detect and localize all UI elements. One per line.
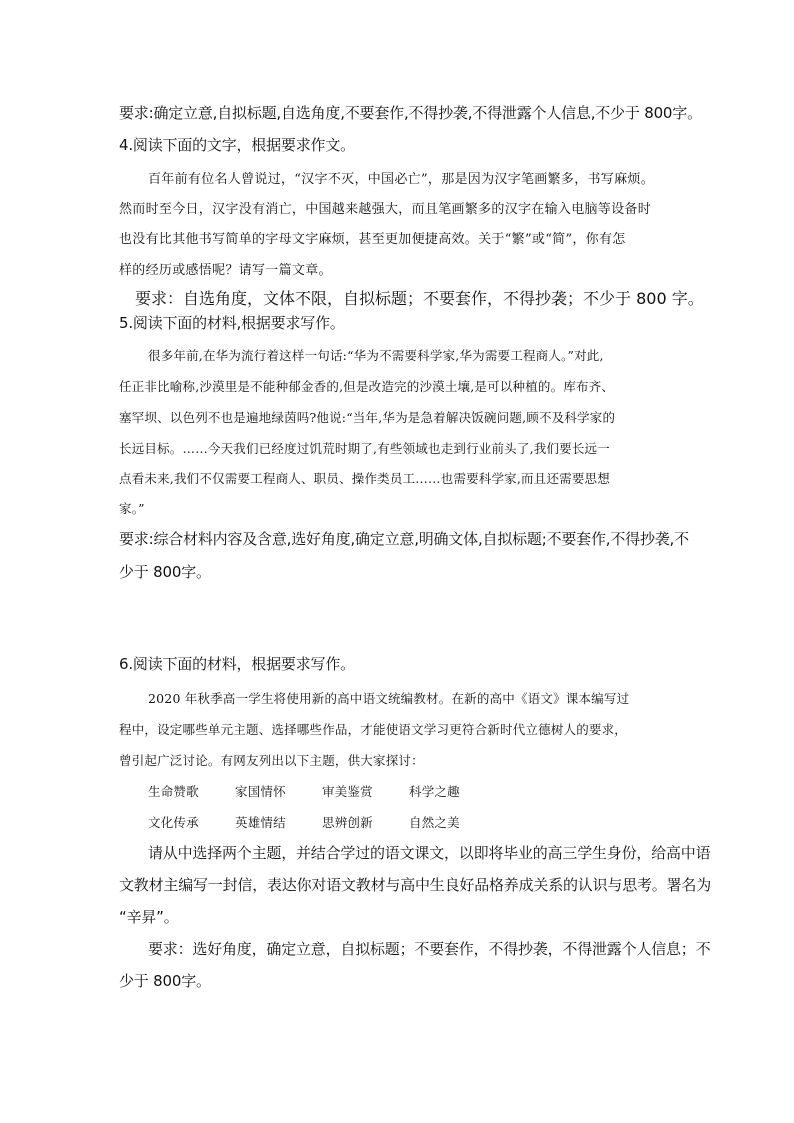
- q5-heading: 5.阅读下面的材料,根据要求写作。: [119, 314, 345, 332]
- q4-passage-line: 样的经历或感悟呢？请写一篇文章。: [119, 263, 332, 278]
- topic-item: 自然之美: [409, 815, 460, 830]
- q6-task-line: 请从中选择两个主题，并结合学过的语文课文，以即将毕业的高三学生身份，给高中语: [148, 844, 711, 862]
- topic-item: 审美鉴赏: [322, 784, 373, 799]
- q5-passage-line: 很多年前,在华为流行着这样一句话:“华为不需要科学家,华为需要工程商人。”对此,: [148, 348, 604, 363]
- topic-item: 文化传承: [148, 815, 199, 830]
- q6-requirement: 要求：选好角度，确定立意，自拟标题；不要套作，不得抄袭，不得泄露个人信息；不: [148, 940, 711, 958]
- q3-requirement: 要求:确定立意,自拟标题,自选角度,不要套作,不得抄袭,不得泄露个人信息,不少于 800字。: [119, 104, 702, 122]
- topic-item: 思辨创新: [322, 815, 373, 830]
- q6-topics-row: [148, 813, 492, 831]
- topic-item: 科学之趣: [409, 784, 460, 799]
- q6-passage-line: 2020 年秋季高一学生将使用新的高中语文统编教材。在新的高中《语文》课本编写过: [148, 691, 630, 706]
- q4-requirement: 要求：自选角度，文体不限，自拟标题；不要套作，不得抄袭；不少于 800 字。: [135, 289, 704, 308]
- q5-passage-line: 长远目标。……今天我们已经度过饥荒时期了,有些领域也走到行业前头了,我们要长远一: [119, 441, 610, 456]
- q6-requirement: 少于 800字。: [119, 972, 211, 990]
- q5-passage-line: 点看未来,我们不仅需要工程商人、职员、操作类员工……也需要科学家,而且还需要思想: [119, 471, 610, 486]
- q5-requirement: 少于 800字。: [119, 563, 211, 581]
- q6-topics-row: [148, 782, 492, 800]
- q4-passage-line: 百年前有位名人曾说过，“汉字不灭，中国必亡”，那是因为汉字笔画繁多，书写麻烦。: [148, 172, 654, 187]
- topic-item: 家国情怀: [235, 784, 286, 799]
- q4-passage-line: 也没有比其他书写简单的字母文字麻烦，甚至更加便捷高效。关于“繁”或“简”，你有怎: [119, 232, 626, 247]
- q5-passage-line: 任正非比喻称,沙漠里是不能种郁金香的,但是改造完的沙漠土壤,是可以种植的。库布齐、: [119, 379, 615, 394]
- topic-item: 生命赞歌: [148, 784, 199, 799]
- q5-passage-line: 塞罕坝、以色列不也是遍地绿茵吗?他说:“当年,华为是急着解决饭碗问题,顾不及科学家的: [119, 410, 616, 425]
- q4-heading: 4.阅读下面的文字，根据要求作文。: [119, 136, 355, 154]
- q6-task-line: 文教材主编写一封信，表达你对语文教材与高中生良好品格养成关系的认识与思考。署名为: [119, 876, 712, 894]
- q6-passage-line: 程中，设定哪些单元主题、选择哪些作品，才能使语文学习更符合新时代立德树人的要求，: [119, 722, 628, 737]
- q6-heading: 6.阅读下面的材料，根据要求写作。: [119, 655, 355, 673]
- q5-requirement: 要求:综合材料内容及含意,选好角度,确定立意,明确文体,自拟标题;不要套作,不得抄袭,不: [119, 530, 689, 548]
- q4-passage-line: 然而时至今日，汉字没有消亡，中国越来越强大，而且笔画繁多的汉字在输入电脑等设备时: [119, 202, 652, 217]
- q5-passage-line: 家。”: [119, 501, 145, 516]
- topic-item: 英雄情结: [235, 815, 286, 830]
- q6-passage-line: 曾引起广泛讨论。有网友列出以下主题，供大家探讨：: [119, 753, 424, 768]
- q6-task-line: “辛昇”。: [119, 908, 179, 926]
